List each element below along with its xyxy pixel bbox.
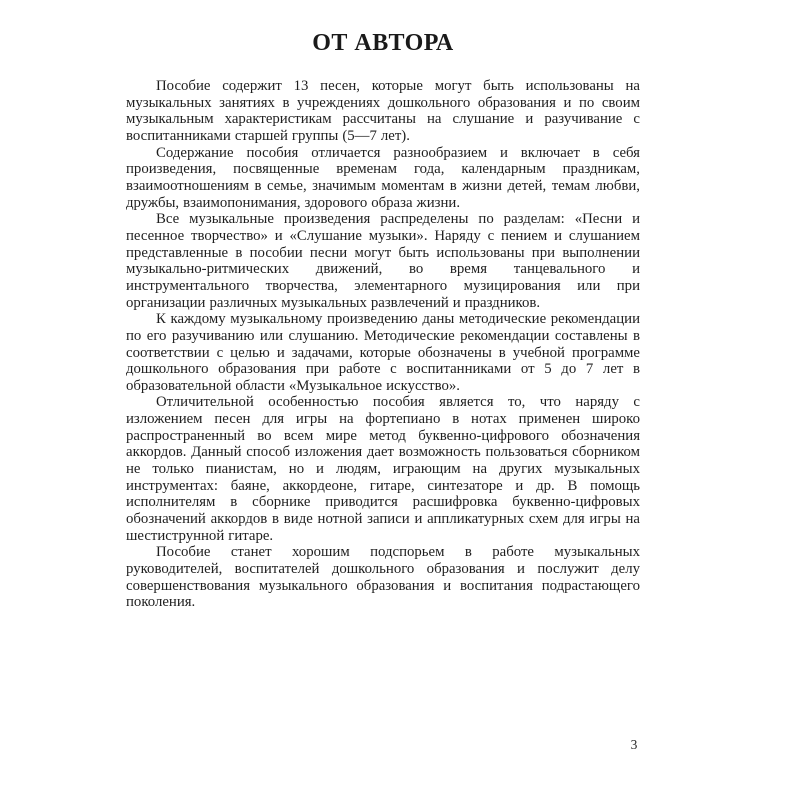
page-number: 3	[630, 737, 638, 752]
page-content	[126, 28, 640, 611]
body-text	[126, 78, 640, 611]
paragraph: Пособие содержит 13 песен, которые могут быть использованы на музыкальных занятиях в учреждениях дошкольного образования и по своим музыкальным характеристикам рассчитаны на слушание и разучивание с воспитанниками старшей группы (5—7 лет).	[126, 78, 640, 144]
paragraph: Отличительной особенностью пособия является то, что наряду с изложением песен для игры на фортепиано в нотах применен широко распространенный во всем мире метод буквенно-цифрового обозначения аккордов. Данный способ изложения дает возможность пользоваться сборником не только пианистам, но и людям, играющим на других музыкальных инструментах: баяне, аккордеоне, гитаре, синтезаторе и др. В помощь исполнителям в сборнике приводится расшифровка буквенно-цифровых обозначений аккордов в виде нотной записи и аппликатурных схем для игры на шестиструнной гитаре.	[126, 394, 640, 544]
page-title: ОТ АВТОРА	[312, 30, 454, 56]
paragraph: Содержание пособия отличается разнообразием и включает в себя произведения, посвященные временам года, календарным праздникам, взаимоотношениям в семье, значимым моментам в жизни детей, темам любви, дружбы, взаимопонимания, здорового образа жизни.	[126, 144, 640, 211]
paragraph: Все музыкальные произведения распределены по разделам: «Песни и песенное творчество» и «Слушание музыки». Наряду с пением и слушанием представленные в пособии песни могут быть использованы при выполнении музыкально-ритмических движений, во время танцевального и инструментального творчества, элементарного музицирования или при организации различных музыкальных развлечений и праздников.	[126, 211, 640, 311]
paragraph: К каждому музыкальному произведению даны методические рекомендации по его разучиванию или слушанию. Методические рекомендации составлены в соответствии с целью и задачами, которые обозначены в учебной программе дошкольного образования при работе с воспитанниками от 5 до 7 лет в образовательной области «Музыкальное искусство».	[126, 311, 640, 394]
paragraph: Пособие станет хорошим подспорьем в работе музыкальных руководителей, воспитателей дошкольного образования и послужит делу совершенствования музыкального образования и воспитания подрастающего поколения.	[126, 544, 640, 611]
